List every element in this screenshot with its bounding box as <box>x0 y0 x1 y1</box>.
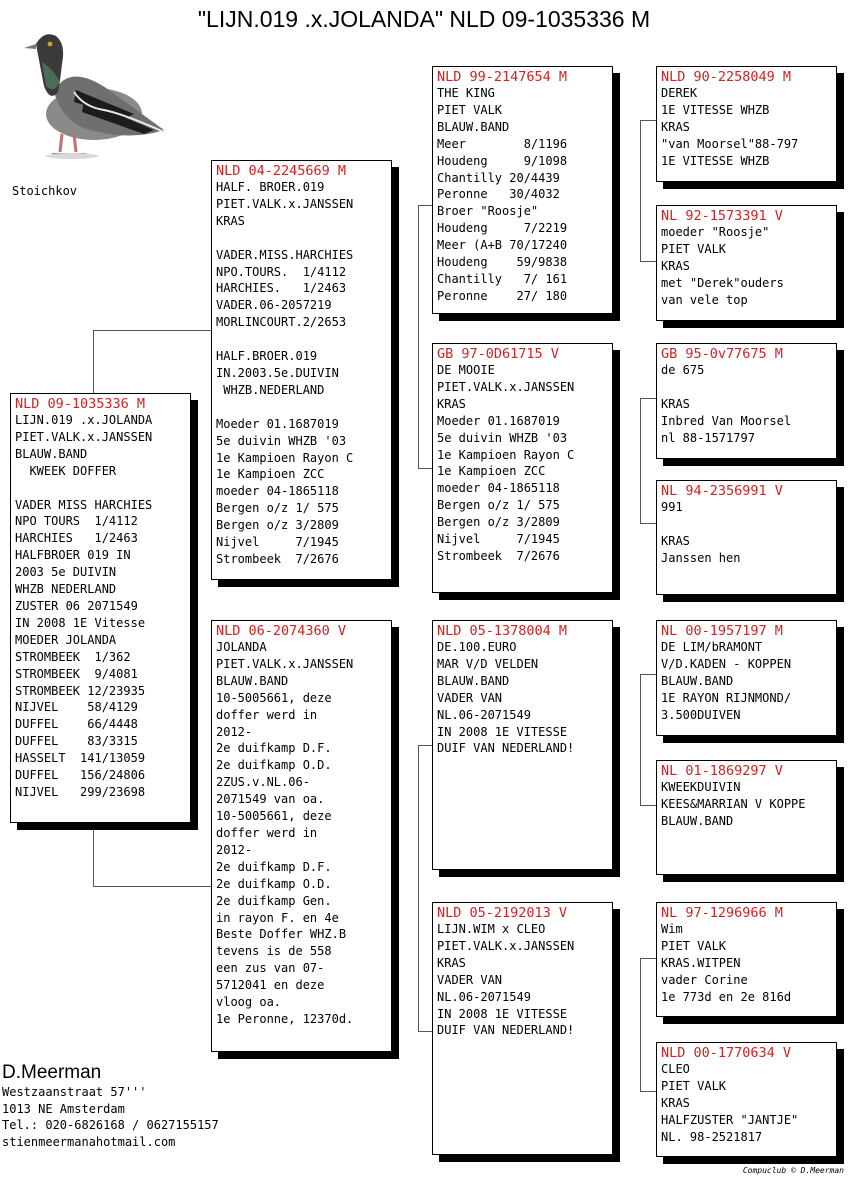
detail-line: BLAUW.BAND <box>661 813 734 828</box>
detail-line: IN 2008 1E VITESSE <box>437 724 568 739</box>
detail-line: KRAS <box>661 396 690 411</box>
detail-line: PIET.VALK.x.JANSSEN <box>216 196 354 211</box>
detail-line: 2e duifkamp O.D. <box>216 876 332 891</box>
detail-line: doffer werd in <box>216 825 318 840</box>
detail-line: NPO.TOURS. 1/4112 <box>216 264 347 279</box>
ds-dam-card[interactable] <box>656 760 837 875</box>
detail-line: PIET.VALK.x.JANSSEN <box>15 429 153 444</box>
detail-line: BLAUW.BAND <box>15 446 88 461</box>
detail-line: Strombeek 7/2676 <box>216 551 339 566</box>
detail-line: 2e duifkamp D.F. <box>216 741 332 756</box>
photo-caption: Stoichkov <box>12 184 78 198</box>
detail-line: PIET.VALK.x.JANSSEN <box>437 938 575 953</box>
detail-line: KRAS <box>661 119 690 134</box>
breeder-info <box>2 1062 219 1150</box>
detail-line <box>661 516 832 533</box>
detail-line: NPO TOURS 1/4112 <box>15 514 138 529</box>
sire-sire-ring-number: NLD 99-2147654 M <box>437 69 568 85</box>
detail-line: 2071549 van oa. <box>216 792 325 807</box>
detail-line: van vele top <box>661 292 748 307</box>
detail-line: LIJN.019 .x.JOLANDA <box>15 413 153 427</box>
sire-details <box>216 179 387 568</box>
detail-line: DUFFEL 66/4448 <box>15 717 138 732</box>
pedigree-title: "LIJN.019 .x.JOLANDA" NLD 09-1035336 M <box>197 6 651 32</box>
detail-line: HALF.BROER.019 <box>216 349 318 364</box>
detail-line: IN 2008 1E Vitesse <box>15 615 146 630</box>
detail-line: moeder "Roosje" <box>661 225 770 239</box>
sd-dam-details <box>661 499 832 567</box>
dd-dam-card[interactable] <box>656 1042 837 1157</box>
detail-line: moeder 04-1865118 <box>437 481 560 496</box>
detail-line: 2e duifkamp D.F. <box>216 859 332 874</box>
connector-dam <box>418 745 433 1032</box>
detail-line: MORLINCOURT.2/2653 <box>216 315 347 330</box>
dd-sire-card[interactable] <box>656 902 837 1017</box>
connector-dam-dam <box>640 958 657 1092</box>
detail-line: een zus van 07- <box>216 961 325 976</box>
detail-line: Nijvel 7/1945 <box>437 532 560 547</box>
detail-line: Bergen o/z 3/2809 <box>216 518 339 533</box>
subject-card[interactable] <box>10 393 191 823</box>
detail-line: NIJVEL 299/23698 <box>15 784 146 799</box>
detail-line: KRAS <box>661 1095 690 1110</box>
detail-line <box>216 399 387 416</box>
detail-line: HARCHIES. 1/2463 <box>216 281 347 296</box>
detail-line: DUFFEL 156/24806 <box>15 768 146 783</box>
ss-dam-card[interactable] <box>656 205 837 321</box>
detail-line: HALFZUSTER "JANTJE" <box>661 1112 799 1127</box>
detail-line: BLAUW.BAND <box>661 673 734 688</box>
detail-line: DE LIM/bRAMONT <box>661 640 763 654</box>
detail-line: 2012- <box>216 842 253 857</box>
detail-line: STROMBEEK 12/23935 <box>15 683 146 698</box>
detail-line: VADER.MISS.HARCHIES <box>216 247 354 262</box>
detail-line: 5e duivin WHZB '03 <box>216 433 347 448</box>
detail-line: NIJVEL 58/4129 <box>15 700 138 715</box>
detail-line: PIET VALK <box>661 241 727 256</box>
detail-line: STROMBEEK 1/362 <box>15 649 131 664</box>
detail-line: Peronne 27/ 180 <box>437 288 568 303</box>
breeder-phone: Tel.: 020-6826168 / 0627155157 <box>2 1118 219 1132</box>
detail-line: DE.100.EURO <box>437 640 517 654</box>
sire-sire-card[interactable] <box>432 66 613 314</box>
detail-line: VADER VAN <box>437 690 503 705</box>
detail-line: Meer (A+B 70/17240 <box>437 238 568 253</box>
sire-dam-details <box>437 362 608 565</box>
detail-line: 3.500DUIVEN <box>661 707 741 722</box>
sire-dam-ring-number: GB 97-0D61715 V <box>437 346 559 362</box>
detail-line: 2003 5e DUIVIN <box>15 565 117 580</box>
connector-dam-sire <box>640 674 657 806</box>
detail-line: 5712041 en deze <box>216 978 325 993</box>
detail-line: 1e Kampioen ZCC <box>216 467 325 482</box>
pigeon-photo <box>14 22 174 172</box>
sd-sire-details <box>661 362 832 447</box>
detail-line: Houdeng 9/1098 <box>437 153 568 168</box>
detail-line: Houdeng 7/2219 <box>437 221 568 236</box>
detail-line: Houdeng 59/9838 <box>437 255 568 270</box>
sd-sire-card[interactable] <box>656 343 837 459</box>
detail-line: doffer werd in <box>216 707 318 722</box>
detail-line: NL. 98-2521817 <box>661 1129 763 1144</box>
detail-line <box>216 230 387 247</box>
ds-dam-ring-number: NL 01-1869297 V <box>661 763 783 779</box>
dam-dam-ring-number: NLD 05-2192013 V <box>437 905 568 921</box>
breeder-city: 1013 NE Amsterdam <box>2 1101 125 1116</box>
breeder-email: stienmeermanahotmail.com <box>2 1134 176 1149</box>
detail-line: Bergen o/z 1/ 575 <box>437 498 560 513</box>
detail-line: DUIF VAN NEDERLAND! <box>437 1023 575 1038</box>
detail-line: DUFFEL 83/3315 <box>15 734 138 749</box>
connector-sire-sire <box>640 120 657 262</box>
sire-ring-number: NLD 04-2245669 M <box>216 163 347 179</box>
detail-line: Beste Doffer WHZ.B <box>216 927 347 942</box>
detail-line: KRAS <box>216 213 245 228</box>
ds-sire-card[interactable] <box>656 620 837 736</box>
dd-dam-ring-number: NLD 00-1770634 V <box>661 1045 792 1061</box>
detail-line: HASSELT 141/13059 <box>15 751 146 766</box>
sd-dam-card[interactable] <box>656 480 837 595</box>
detail-line: MOEDER JOLANDA <box>15 632 117 647</box>
detail-line: BLAUW.BAND <box>437 119 510 134</box>
detail-line: KWEEK DOFFER <box>15 463 117 478</box>
detail-line: WHZB.NEDERLAND <box>216 382 325 397</box>
detail-line: Peronne 30/4032 <box>437 187 560 202</box>
detail-line: 1e Peronne, 12370d. <box>216 1011 354 1026</box>
detail-line: KRAS <box>437 396 466 411</box>
dam-dam-card[interactable] <box>432 902 613 1155</box>
detail-line: Moeder 01.1687019 <box>216 416 339 431</box>
ds-dam-details <box>661 779 832 830</box>
detail-line: VADER VAN <box>437 972 503 987</box>
detail-line: HALF. BROER.019 <box>216 180 325 194</box>
sire-sire-details <box>437 85 608 305</box>
ss-sire-details <box>661 85 832 170</box>
detail-line: in rayon F. en 4e <box>216 910 339 925</box>
detail-line: THE KING <box>437 86 495 100</box>
detail-line: 991 <box>661 500 683 514</box>
detail-line: PIET.VALK.x.JANSSEN <box>216 656 354 671</box>
detail-line: JOLANDA <box>216 640 267 654</box>
ss-sire-card[interactable] <box>656 66 837 182</box>
dam-dam-details <box>437 921 608 1039</box>
dam-sire-ring-number: NLD 05-1378004 M <box>437 623 568 639</box>
detail-line: LIJN.WIM x CLEO <box>437 922 546 936</box>
detail-line: IN 2008 1E VITESSE <box>437 1006 568 1021</box>
detail-line: HARCHIES 1/2463 <box>15 531 138 546</box>
detail-line: PIET.VALK.x.JANSSEN <box>437 379 575 394</box>
detail-line: KRAS.WITPEN <box>661 955 741 970</box>
software-credit: Compuclub © D.Meerman <box>742 1166 844 1175</box>
detail-line: tevens is de 558 <box>216 944 332 959</box>
detail-line: VADER MISS HARCHIES <box>15 497 153 512</box>
detail-line: 1E RAYON RIJNMOND/ <box>661 690 792 705</box>
detail-line: 2e duifkamp Gen. <box>216 893 332 908</box>
detail-line: 10-5005661, deze <box>216 690 332 705</box>
detail-line: VADER.06-2057219 <box>216 298 332 313</box>
detail-line: NL.06-2071549 <box>437 707 531 722</box>
detail-line: 1e Kampioen Rayon C <box>437 447 575 462</box>
connector-sire <box>418 205 433 469</box>
detail-line: KEES&MARRIAN V KOPPE <box>661 796 806 811</box>
detail-line: DEREK <box>661 86 698 100</box>
detail-line: Strombeek 7/2676 <box>437 548 560 563</box>
detail-line: HALFBROER 019 IN <box>15 548 131 563</box>
breeder-address: Westzaanstraat 57''' <box>2 1085 147 1099</box>
detail-line: NL.06-2071549 <box>437 989 531 1004</box>
sire-dam-card[interactable] <box>432 343 613 593</box>
detail-line <box>15 480 186 497</box>
detail-line: Nijvel 7/1945 <box>216 535 339 550</box>
sd-dam-ring-number: NL 94-2356991 V <box>661 483 783 499</box>
connector-sire-dam <box>640 398 657 524</box>
detail-line: BLAUW.BAND <box>437 673 510 688</box>
ss-dam-ring-number: NL 92-1573391 V <box>661 208 783 224</box>
detail-line: 1e Kampioen ZCC <box>437 464 546 479</box>
dd-sire-details <box>661 921 832 1006</box>
detail-line: vader Corine <box>661 972 748 987</box>
detail-line: nl 88-1571797 <box>661 430 755 445</box>
detail-line: ZUSTER 06 2071549 <box>15 598 138 613</box>
detail-line: KWEEKDUIVIN <box>661 780 741 794</box>
detail-line: STROMBEEK 9/4081 <box>15 666 138 681</box>
ss-dam-details <box>661 224 832 309</box>
ds-sire-details <box>661 639 832 724</box>
detail-line: 2ZUS.v.NL.06- <box>216 775 310 790</box>
detail-line: BLAUW.BAND <box>216 673 289 688</box>
dd-sire-ring-number: NL 97-1296966 M <box>661 905 783 921</box>
detail-line: 1E VITESSE WHZB <box>661 102 770 117</box>
detail-line <box>216 331 387 348</box>
detail-line: WHZB NEDERLAND <box>15 582 117 597</box>
detail-line: Broer "Roosje" <box>437 204 539 219</box>
dam-card[interactable] <box>211 620 392 1052</box>
detail-line: de 675 <box>661 363 705 377</box>
sire-card[interactable] <box>211 160 392 580</box>
subject-ring-number: NLD 09-1035336 M <box>15 396 146 412</box>
subject-details <box>15 412 186 801</box>
detail-line: "van Moorsel"88-797 <box>661 136 799 151</box>
detail-line: KRAS <box>661 533 690 548</box>
detail-line: 5e duivin WHZB '03 <box>437 430 568 445</box>
detail-line: CLEO <box>661 1062 690 1076</box>
detail-line: Janssen hen <box>661 550 741 565</box>
breeder-name: D.Meerman <box>2 1062 102 1083</box>
detail-line: Bergen o/z 3/2809 <box>437 515 560 530</box>
detail-line <box>661 379 832 396</box>
detail-line: 1e 773d en 2e 816d <box>661 989 792 1004</box>
detail-line: DUIF VAN NEDERLAND! <box>437 741 575 756</box>
dam-ring-number: NLD 06-2074360 V <box>216 623 347 639</box>
detail-line: Moeder 01.1687019 <box>437 413 560 428</box>
detail-line: Inbred Van Moorsel <box>661 413 792 428</box>
ss-sire-ring-number: NLD 90-2258049 M <box>661 69 792 85</box>
detail-line: moeder 04-1865118 <box>216 484 339 499</box>
detail-line: vloog oa. <box>216 995 282 1010</box>
detail-line: IN.2003.5e.DUIVIN <box>216 365 339 380</box>
detail-line: PIET VALK <box>661 1078 727 1093</box>
detail-line: 2012- <box>216 724 253 739</box>
dam-details <box>216 639 387 1028</box>
sd-sire-ring-number: GB 95-0v77675 M <box>661 346 783 362</box>
detail-line: KRAS <box>661 258 690 273</box>
dd-dam-details <box>661 1061 832 1146</box>
detail-line: MAR V/D VELDEN <box>437 656 539 671</box>
ds-sire-ring-number: NL 00-1957197 M <box>661 623 783 639</box>
detail-line: 1E VITESSE WHZB <box>661 153 770 168</box>
dam-sire-details <box>437 639 608 757</box>
detail-line: Chantilly 7/ 161 <box>437 271 568 286</box>
detail-line: PIET VALK <box>661 938 727 953</box>
detail-line: 2e duifkamp O.D. <box>216 758 332 773</box>
detail-line: PIET VALK <box>437 102 503 117</box>
detail-line: Bergen o/z 1/ 575 <box>216 501 339 516</box>
detail-line: KRAS <box>437 955 466 970</box>
detail-line: V/D.KADEN - KOPPEN <box>661 656 792 671</box>
dam-sire-card[interactable] <box>432 620 613 870</box>
detail-line: Chantilly 20/4439 <box>437 170 560 185</box>
detail-line: met "Derek"ouders <box>661 275 784 290</box>
detail-line: Meer 8/1196 <box>437 136 568 151</box>
detail-line: DE MOOIE <box>437 363 495 377</box>
detail-line: 1e Kampioen Rayon C <box>216 450 354 465</box>
detail-line: 10-5005661, deze <box>216 809 332 824</box>
detail-line: Wim <box>661 922 683 936</box>
